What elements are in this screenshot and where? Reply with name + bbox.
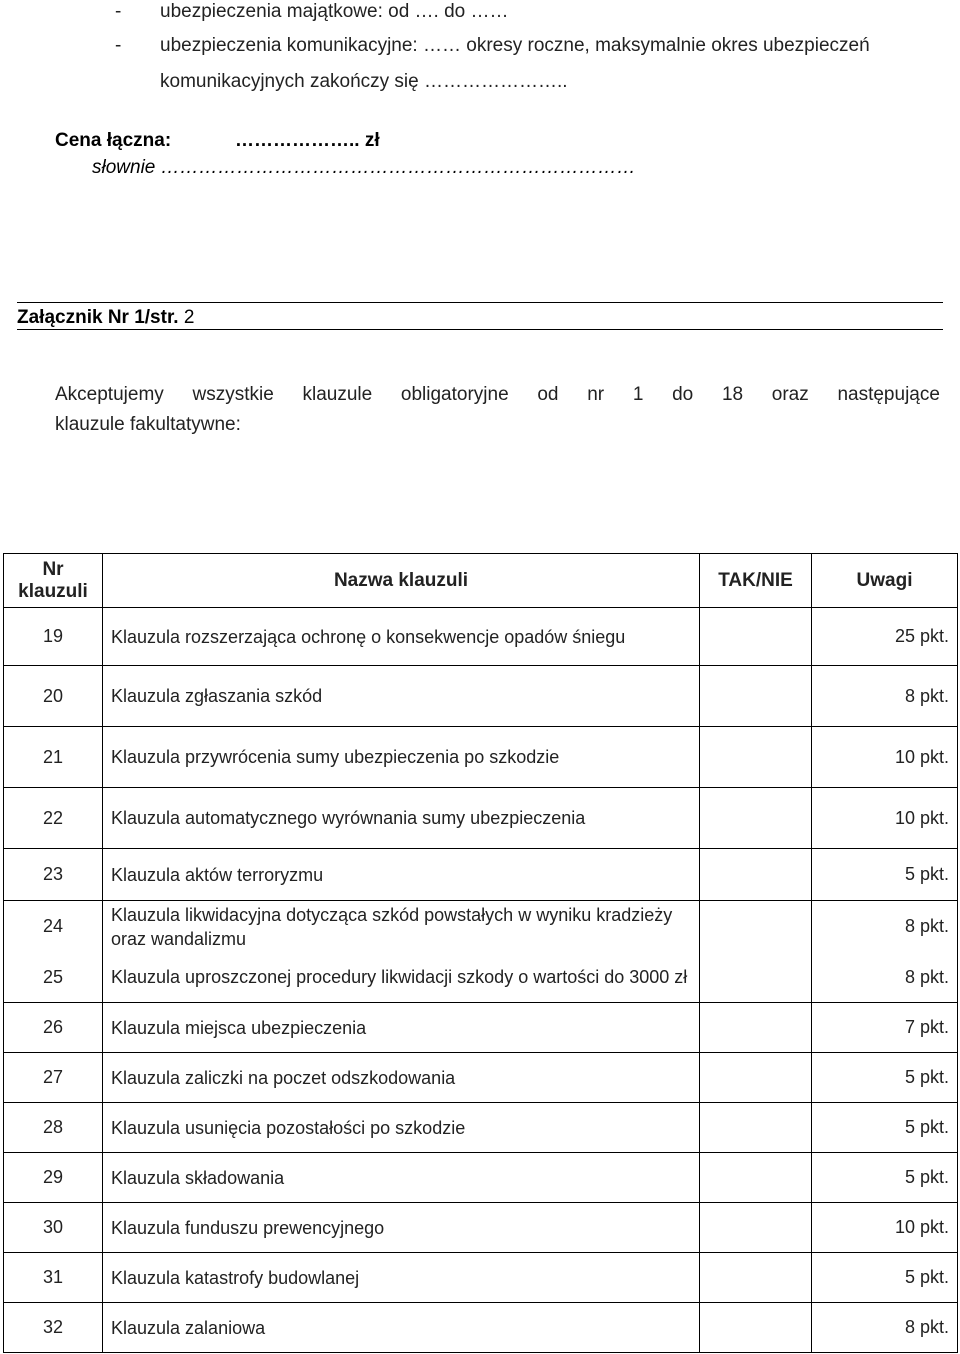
clause-points: 5 pkt. xyxy=(812,1103,958,1153)
clause-points: 5 pkt. xyxy=(812,1153,958,1203)
clause-nr: 22 xyxy=(4,788,103,849)
clause-name: Klauzula automatycznego wyrównania sumy ubezpieczenia xyxy=(103,788,700,849)
acceptance-line-2: klauzule fakultatywne: xyxy=(55,414,241,435)
bullet-text: ubezpieczenia majątkowe: od …. do …… xyxy=(160,1,509,22)
word: obligatoryjne xyxy=(400,384,509,405)
word: klauzule xyxy=(302,384,373,405)
clause-name: Klauzula zgłaszania szkód xyxy=(103,666,700,727)
table-row xyxy=(4,901,958,953)
clause-name: Klauzula funduszu prewencyjnego xyxy=(103,1203,700,1253)
clause-points: 10 pkt. xyxy=(812,1203,958,1253)
price-in-words: słownie ………………………………………………………………… xyxy=(92,157,636,178)
table-row xyxy=(4,1153,958,1203)
clause-nr: 29 xyxy=(4,1153,103,1203)
clause-points: 8 pkt. xyxy=(812,1303,958,1353)
clause-nr: 31 xyxy=(4,1253,103,1303)
clause-nr: 32 xyxy=(4,1303,103,1353)
clause-points: 25 pkt. xyxy=(812,608,958,666)
clause-nr: 26 xyxy=(4,1003,103,1053)
table-row xyxy=(4,1203,958,1253)
clause-nr: 19 xyxy=(4,608,103,666)
table-row xyxy=(4,1053,958,1103)
table-header-row xyxy=(4,554,958,608)
table-row xyxy=(4,1003,958,1053)
bullet-dash: - xyxy=(115,35,122,56)
clause-points: 8 pkt. xyxy=(812,953,958,1003)
word: 1 xyxy=(632,384,644,405)
header-uwagi: Uwagi xyxy=(812,554,958,608)
clause-name: Klauzula katastrofy budowlanej xyxy=(103,1253,700,1303)
tak-nie-cell[interactable] xyxy=(700,1153,812,1203)
clause-nr: 25 xyxy=(4,953,103,1003)
table-row xyxy=(4,849,958,901)
clause-name: Klauzula rozszerzająca ochronę o konsekwencje opadów śniegu xyxy=(103,608,700,666)
table-row xyxy=(4,1103,958,1153)
tak-nie-cell[interactable] xyxy=(700,849,812,901)
table-row xyxy=(4,608,958,666)
clause-nr: 30 xyxy=(4,1203,103,1253)
clause-name: Klauzula uproszczonej procedury likwidacji szkody o wartości do 3000 zł xyxy=(103,953,700,1003)
attachment-page: 2 xyxy=(183,307,195,328)
clause-nr: 28 xyxy=(4,1103,103,1153)
word: Akceptujemy xyxy=(55,384,164,405)
clause-name: Klauzula usunięcia pozostałości po szkodzie xyxy=(103,1103,700,1153)
clause-points: 5 pkt. xyxy=(812,849,958,901)
tak-nie-cell[interactable] xyxy=(700,727,812,788)
clause-nr: 27 xyxy=(4,1053,103,1103)
total-price-amount: ……………….. zł xyxy=(235,130,380,151)
clause-points: 5 pkt. xyxy=(812,1053,958,1103)
table-row xyxy=(4,727,958,788)
total-price-label: Cena łączna: xyxy=(55,130,172,151)
clause-points: 10 pkt. xyxy=(812,727,958,788)
tak-nie-cell[interactable] xyxy=(700,1103,812,1153)
word: oraz xyxy=(771,384,809,405)
attachment-header xyxy=(17,302,943,330)
clause-name: Klauzula likwidacyjna dotycząca szkód powstałych w wyniku kradzieży oraz wandalizmu xyxy=(103,901,700,953)
clause-points: 8 pkt. xyxy=(812,901,958,953)
bullet-dash: - xyxy=(115,1,122,22)
tak-nie-cell[interactable] xyxy=(700,1203,812,1253)
clause-name: Klauzula aktów terroryzmu xyxy=(103,849,700,901)
tak-nie-cell[interactable] xyxy=(700,608,812,666)
word: do xyxy=(672,384,694,405)
tak-nie-cell[interactable] xyxy=(700,1003,812,1053)
clauses-table xyxy=(3,553,958,1353)
clause-points: 10 pkt. xyxy=(812,788,958,849)
table-row xyxy=(4,953,958,1003)
table-row xyxy=(4,666,958,727)
tak-nie-cell[interactable] xyxy=(700,788,812,849)
clause-nr: 20 xyxy=(4,666,103,727)
table-row xyxy=(4,1303,958,1353)
word: nr xyxy=(587,384,605,405)
tak-nie-cell[interactable] xyxy=(700,1053,812,1103)
word: od xyxy=(537,384,559,405)
tak-nie-cell[interactable] xyxy=(700,1253,812,1303)
total-price xyxy=(55,130,380,152)
clause-points: 5 pkt. xyxy=(812,1253,958,1303)
word: 18 xyxy=(721,384,744,405)
header-name: Nazwa klauzuli xyxy=(103,554,700,608)
clause-points: 7 pkt. xyxy=(812,1003,958,1053)
clause-name: Klauzula przywrócenia sumy ubezpieczenia po szkodzie xyxy=(103,727,700,788)
clause-name: Klauzula zalaniowa xyxy=(103,1303,700,1353)
clause-name: Klauzula składowania xyxy=(103,1153,700,1203)
attachment-label: Załącznik Nr 1/str. xyxy=(17,307,184,328)
bullet-text: komunikacyjnych zakończy się ………………….. xyxy=(160,71,568,92)
table-row xyxy=(4,788,958,849)
bullet-text: ubezpieczenia komunikacyjne: …… okresy roczne, maksymalnie okres ubezpieczeń xyxy=(160,35,870,56)
word: następujące xyxy=(837,384,940,405)
tak-nie-cell[interactable] xyxy=(700,666,812,727)
tak-nie-cell[interactable] xyxy=(700,901,812,953)
clause-nr: 24 xyxy=(4,901,103,953)
clause-points: 8 pkt. xyxy=(812,666,958,727)
word: wszystkie xyxy=(192,384,274,405)
clause-nr: 23 xyxy=(4,849,103,901)
table-row xyxy=(4,1253,958,1303)
acceptance-line-1 xyxy=(55,380,940,410)
tak-nie-cell[interactable] xyxy=(700,1303,812,1353)
tak-nie-cell[interactable] xyxy=(700,953,812,1003)
header-nr: Nr klauzuli xyxy=(4,554,103,608)
clause-name: Klauzula miejsca ubezpieczenia xyxy=(103,1003,700,1053)
clause-name: Klauzula zaliczki na poczet odszkodowania xyxy=(103,1053,700,1103)
clause-nr: 21 xyxy=(4,727,103,788)
header-tak-nie: TAK/NIE xyxy=(700,554,812,608)
acceptance-statement xyxy=(55,380,940,440)
